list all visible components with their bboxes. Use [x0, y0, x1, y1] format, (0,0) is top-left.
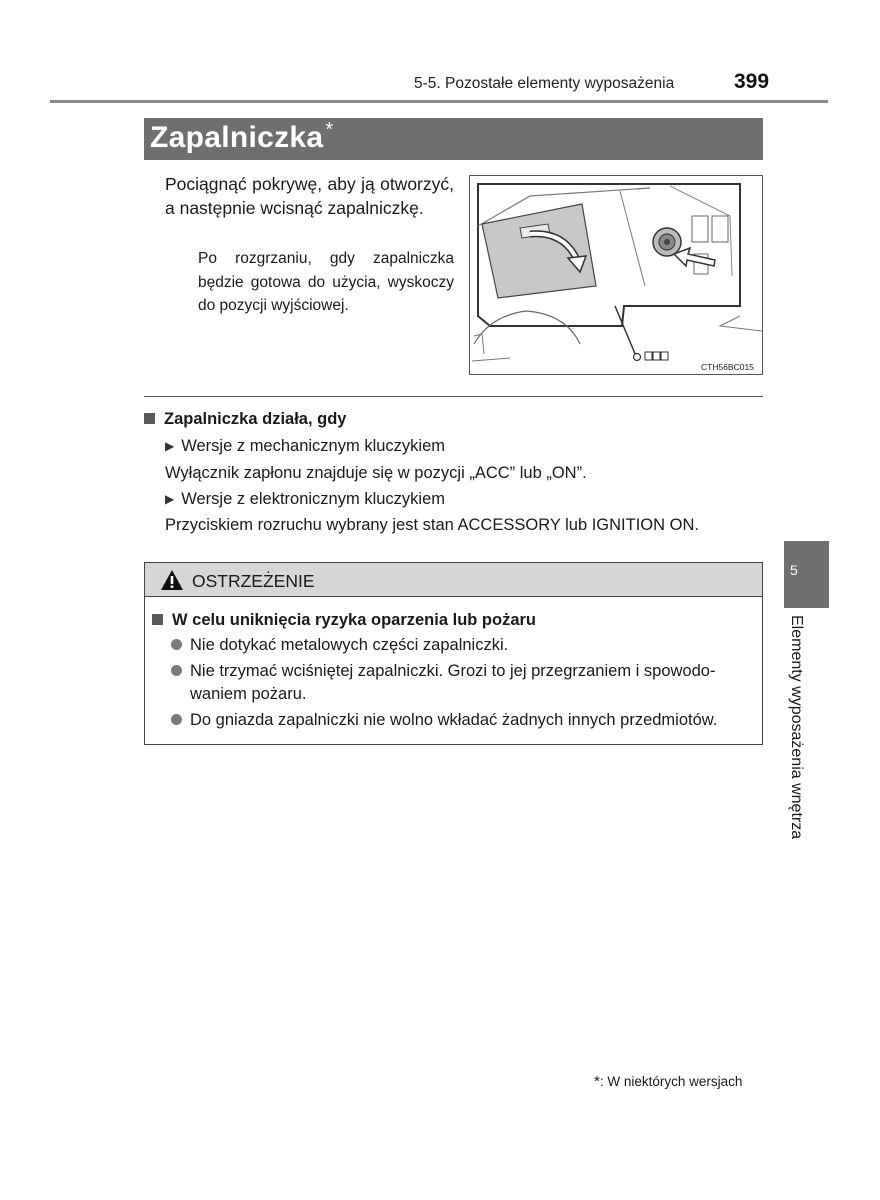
- round-bullet-icon: [171, 665, 182, 676]
- page-title: [150, 121, 333, 155]
- warning-bullet-continuation: waniem pożaru.: [190, 685, 307, 703]
- operation-heading-text: Zapalniczka działa, gdy: [164, 410, 347, 428]
- warning-heading-text: W celu uniknięcia ryzyka oparzenia lub pożaru: [172, 611, 537, 629]
- warning-triangle-icon: [160, 569, 184, 591]
- version-mechanical-key: [165, 437, 445, 456]
- chapter-title: Elementy wyposażenia wnętrza: [788, 615, 805, 840]
- round-bullet-icon: [171, 714, 182, 725]
- chapter-tab: [784, 541, 829, 608]
- footnote: [594, 1073, 742, 1090]
- square-bullet-icon: [152, 614, 163, 625]
- dashboard-drawing: [470, 176, 762, 374]
- warning-bullet-text: Nie dotykać metalowych części zapalniczki.: [190, 636, 509, 654]
- warning-bullet-text: Nie trzymać wciśniętej zapalniczki. Grozi to jej przegrzaniem i spowodo-: [190, 662, 716, 680]
- operation-heading: [144, 410, 346, 429]
- footnote-star: *: [594, 1073, 600, 1090]
- section-divider: [144, 396, 763, 397]
- header-divider: [50, 100, 828, 103]
- triangle-right-icon: ▶: [165, 439, 175, 453]
- warning-bullet: [171, 634, 508, 657]
- warning-header: [145, 563, 762, 597]
- version-electronic-key: [165, 490, 445, 509]
- condition-text: Przyciskiem rozruchu wybrany jest stan ACCESSORY lub IGNITION ON.: [165, 516, 699, 534]
- illustration-code: CTH56BC015: [701, 362, 754, 372]
- intro-instructions: Pociągnąć pokrywę, aby ją otworzyć, a następnie wcisnąć zapalniczkę.: [165, 174, 454, 218]
- version-label: Wersje z mechanicznym kluczykiem: [181, 437, 445, 455]
- warning-title: OSTRZEŻENIE: [192, 571, 315, 591]
- cigarette-lighter-illustration: [469, 175, 763, 375]
- warning-bullet-text: Do gniazda zapalniczki nie wolno wkładać żadnych innych przedmiotów.: [190, 711, 718, 729]
- triangle-right-icon: ▶: [165, 492, 175, 506]
- condition-text: Wyłącznik zapłonu znajduje się w pozycji „ACC” lub „ON”.: [165, 464, 587, 482]
- warning-bullet: [171, 660, 715, 706]
- round-bullet-icon: [171, 639, 182, 650]
- footnote-text: : W niektórych wersjach: [599, 1074, 743, 1089]
- chapter-number: 5: [790, 562, 798, 578]
- square-bullet-icon: [144, 413, 155, 424]
- intro-note: Po rozgrzaniu, gdy zapalniczka będzie gotowa do użycia, wyskoczy do pozycji wyjściowej.: [198, 250, 454, 314]
- running-header-section: 5-5. Pozostałe elementy wyposażenia: [414, 75, 675, 92]
- version-label: Wersje z elektronicznym kluczykiem: [181, 490, 445, 508]
- section-title-bar: [144, 118, 763, 160]
- warning-heading: [152, 611, 536, 630]
- title-footnote-star: *: [325, 119, 334, 141]
- page-title-text: Zapalniczka: [150, 121, 324, 154]
- warning-bullet: [171, 709, 717, 732]
- page-number: 399: [734, 70, 770, 93]
- warning-box: [144, 562, 763, 745]
